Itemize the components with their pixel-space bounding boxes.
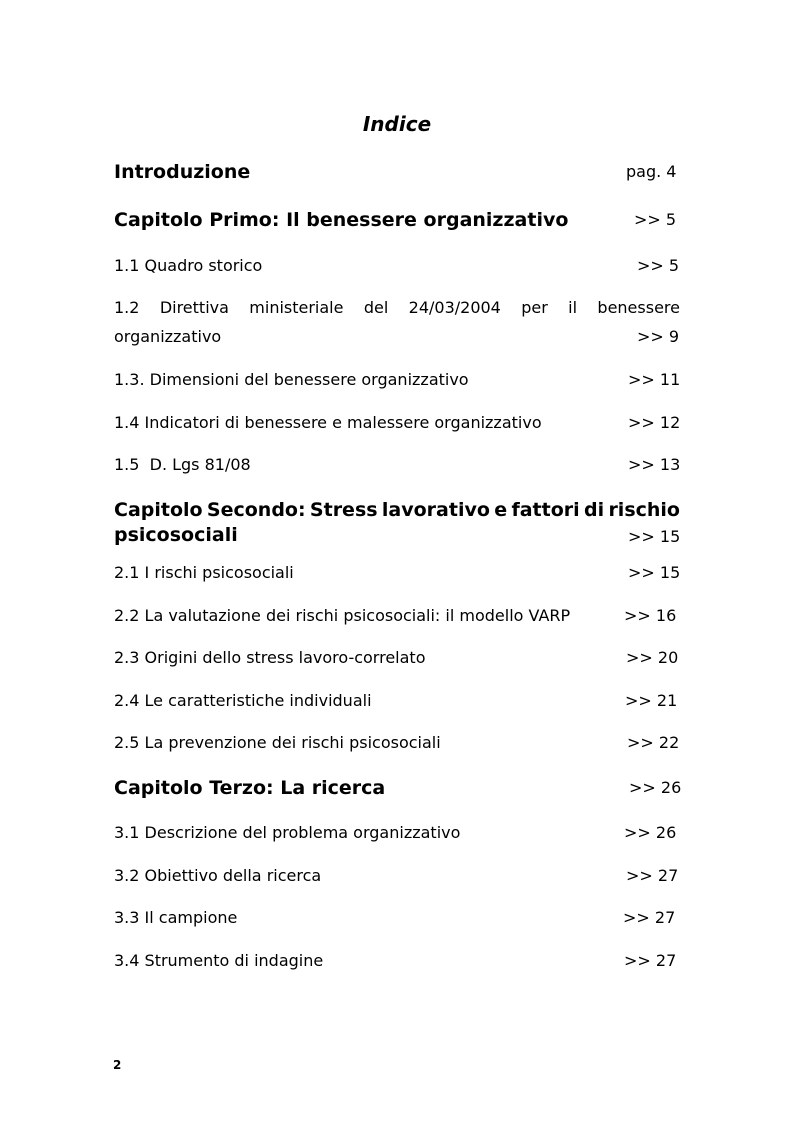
toc-entry-label: 1.4 Indicatori di benessere e malessere organizzativo	[114, 413, 542, 432]
toc-entry-page: >> 21	[625, 691, 678, 710]
toc-entry-page: pag. 4	[626, 162, 677, 181]
toc-entry-page: >> 12	[628, 413, 681, 432]
toc-entry-page: >> 15	[628, 527, 681, 546]
word: Stress	[309, 499, 378, 521]
word: Direttiva	[159, 298, 229, 317]
toc-entry-page: >> 16	[624, 606, 677, 625]
toc-entry-label: Introduzione	[114, 161, 251, 183]
word: per	[521, 298, 548, 317]
word: benessere	[597, 298, 680, 317]
toc-entry-label: 1.5 D. Lgs 81/08	[114, 455, 251, 474]
toc-entry-label: 1.3. Dimensioni del benessere organizzativo	[114, 370, 469, 389]
page-title: Indice	[362, 112, 432, 136]
toc-entry-label: 2.1 I rischi psicosociali	[114, 563, 294, 582]
toc-entry-page: >> 15	[628, 563, 681, 582]
toc-entry-page: >> 20	[626, 648, 679, 667]
toc-entry-label: 3.4 Strumento di indagine	[114, 951, 324, 970]
toc-entry-page: >> 27	[623, 908, 676, 927]
toc-entry-label-line2: psicosociali	[114, 524, 238, 546]
word: Capitolo	[114, 499, 203, 521]
word: fattori	[511, 499, 580, 521]
toc-entry-page: >> 11	[628, 370, 681, 389]
toc-entry-label: 2.4 Le caratteristiche individuali	[114, 691, 372, 710]
page-number: 2	[113, 1058, 122, 1072]
toc-chapter-2	[114, 498, 680, 548]
word: del	[363, 298, 389, 317]
word: Secondo:	[206, 499, 306, 521]
toc-entry-page: >> 26	[629, 778, 682, 797]
toc-entry-page: >> 9	[637, 327, 680, 346]
toc-entry-label: 2.2 La valutazione dei rischi psicosociali: il modello VARP	[114, 606, 571, 625]
toc-entry-page: >> 5	[637, 256, 680, 275]
toc-entry-label: Capitolo Primo: Il benessere organizzativo	[114, 209, 569, 231]
toc-entry-label: 1.1 Quadro storico	[114, 256, 263, 275]
toc-entry-label: 2.3 Origini dello stress lavoro-correlato	[114, 648, 426, 667]
word: 24/03/2004	[408, 298, 501, 317]
toc-entry-label: 2.5 La prevenzione dei rischi psicosociali	[114, 733, 441, 752]
word: rischio	[608, 499, 680, 521]
word: e	[494, 499, 508, 521]
toc-entry-label: 3.3 Il campione	[114, 908, 238, 927]
toc-entry-page: >> 27	[626, 866, 679, 885]
toc-entry-label-line1	[114, 498, 680, 522]
toc-entry-label: 3.1 Descrizione del problema organizzativo	[114, 823, 461, 842]
toc-entry-1-2	[114, 298, 680, 346]
toc-entry-page: >> 27	[624, 951, 677, 970]
toc-entry-page: >> 5	[634, 210, 677, 229]
toc-entry-label: 3.2 Obiettivo della ricerca	[114, 866, 322, 885]
toc-entry-label-line2: organizzativo	[114, 327, 222, 346]
toc-entry-page: >> 22	[627, 733, 680, 752]
word: il	[568, 298, 578, 317]
word: lavorativo	[381, 499, 490, 521]
word: ministeriale	[249, 298, 344, 317]
toc-entry-label: Capitolo Terzo: La ricerca	[114, 777, 386, 799]
toc-entry-page: >> 26	[624, 823, 677, 842]
word: di	[583, 499, 605, 521]
toc-entry-page: >> 13	[628, 455, 681, 474]
word: 1.2	[114, 298, 140, 317]
toc-entry-label-line1	[114, 298, 680, 318]
